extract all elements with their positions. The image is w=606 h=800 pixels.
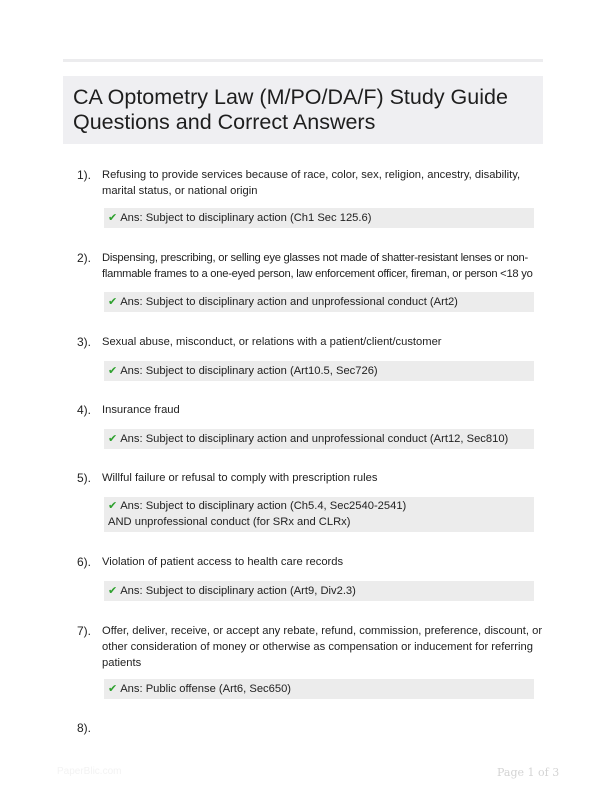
question-text: Sexual abuse, misconduct, or relations with a patient/client/customer bbox=[102, 336, 442, 348]
question-text: Dispensing, prescribing, or selling eye glasses not made of shatter-resistant lenses or non-flammable frames to a one-eyed person, law enforcement officer, fireman, or person <18 yo bbox=[102, 252, 533, 280]
answer-text: Ans: Subject to disciplinary action (Art9, Div2.3) bbox=[120, 585, 356, 597]
question-number: 5). bbox=[77, 471, 92, 485]
answer-box bbox=[104, 581, 534, 601]
check-icon: ✔ bbox=[108, 683, 118, 695]
check-icon: ✔ bbox=[108, 585, 118, 597]
question-text: Offer, deliver, receive, or accept any rebate, refund, commission, preference, discount, or other consideration of money or otherwise as compensation or inducement for referring patients bbox=[102, 625, 543, 669]
answer-text: Ans: Subject to disciplinary action (Art10.5, Sec726) bbox=[120, 365, 378, 377]
question-number: 1). bbox=[77, 168, 92, 182]
question-text: Willful failure or refusal to comply with prescription rules bbox=[102, 472, 378, 484]
check-icon: ✔ bbox=[108, 365, 118, 377]
question-number: 6). bbox=[77, 555, 92, 569]
question-number: 8). bbox=[77, 721, 92, 735]
title-banner bbox=[63, 76, 543, 144]
answer-text: Ans: Subject to disciplinary action and unprofessional conduct (Art2) bbox=[120, 296, 458, 308]
answer-box bbox=[104, 292, 534, 312]
answer-box bbox=[104, 208, 534, 228]
document-title: CA Optometry Law (M/PO/DA/F) Study Guide Questions and Correct Answers bbox=[73, 85, 508, 134]
question-number: 2). bbox=[77, 251, 92, 265]
answer-box bbox=[104, 429, 534, 449]
answer-text: Ans: Subject to disciplinary action and unprofessional conduct (Art12, Sec810) bbox=[120, 433, 509, 445]
answer-box bbox=[104, 679, 534, 699]
footer-watermark: PaperBlic.com bbox=[57, 766, 122, 777]
answer-text: Ans: Public offense (Art6, Sec650) bbox=[120, 683, 292, 695]
top-divider bbox=[63, 59, 543, 62]
check-icon: ✔ bbox=[108, 212, 118, 224]
question-number: 7). bbox=[77, 624, 92, 638]
check-icon: ✔ bbox=[108, 433, 118, 445]
question-number: 4). bbox=[77, 403, 92, 417]
page-indicator: Page 1 of 3 bbox=[497, 766, 560, 779]
question-text: Insurance fraud bbox=[102, 404, 180, 416]
check-icon: ✔ bbox=[108, 500, 118, 512]
question-number: 3). bbox=[77, 335, 92, 349]
answer-text: Ans: Subject to disciplinary action (Ch1 Sec 125.6) bbox=[120, 212, 372, 224]
answer-text-continued: AND unprofessional conduct (for SRx and CLRx) bbox=[108, 516, 351, 528]
answer-box bbox=[104, 497, 534, 532]
question-text: Violation of patient access to health care records bbox=[102, 556, 344, 568]
question-text: Refusing to provide services because of race, color, sex, religion, ancestry, disability, marital status, or national origin bbox=[102, 169, 521, 197]
answer-box bbox=[104, 361, 534, 381]
check-icon: ✔ bbox=[108, 296, 118, 308]
answer-text: Ans: Subject to disciplinary action (Ch5.4, Sec2540-2541) bbox=[120, 500, 407, 512]
